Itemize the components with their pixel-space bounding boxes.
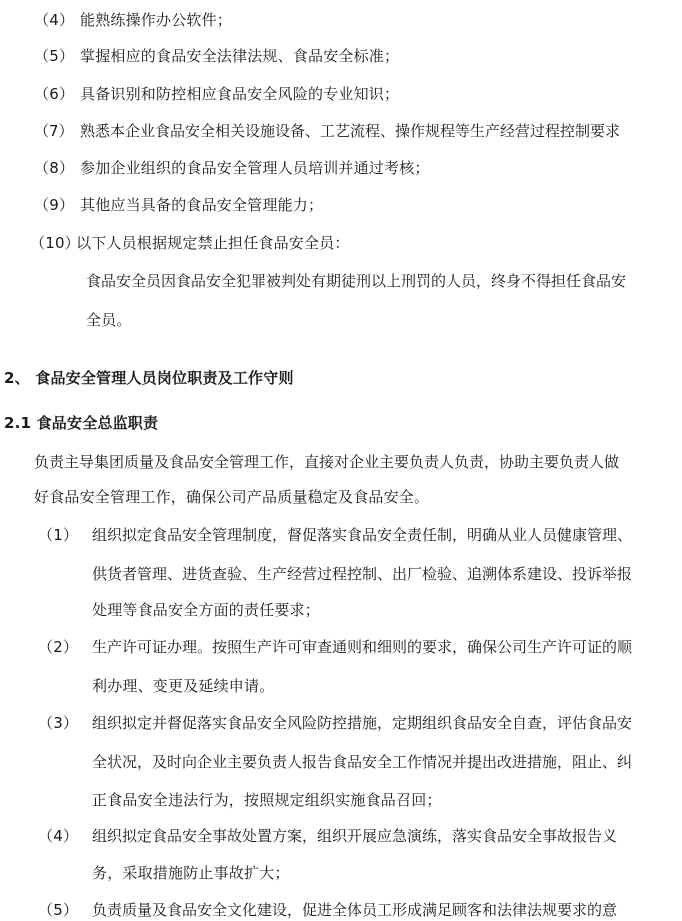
list-item — [34, 121, 620, 141]
list-item — [34, 46, 399, 66]
duty-line: 组织拟定并督促落实食品安全风险防控措施，定期组织食品安全自查，评估食品安 — [92, 714, 633, 732]
list-item-text: 熟悉本企业食品安全相关设施设备、工艺流程、操作规程等生产经营过程控制要求 — [80, 122, 621, 140]
paragraph-line: 好食品安全管理工作，确保公司产品质量稳定及食品安全。 — [34, 488, 430, 506]
duty-line: 全状况，及时向企业主要负责人报告食品安全工作情况并提出改进措施，阻止、纠 — [92, 753, 633, 771]
list-item-number: （8） — [34, 159, 75, 177]
duty-number: （2） — [38, 638, 79, 656]
duty-line: 务，采取措施防止事故扩大； — [92, 864, 290, 882]
paragraph-line: 全员。 — [86, 311, 132, 329]
list-item — [34, 195, 323, 215]
paragraph-line: 负责主导集团质量及食品安全管理工作，直接对企业主要负责人负责，协助主要负责人做 — [34, 453, 620, 471]
duty-line: 生产许可证办理。按照生产许可审查通则和细则的要求，确保公司生产许可证的顺 — [92, 638, 633, 656]
list-item — [30, 233, 350, 253]
list-item — [34, 158, 430, 178]
list-item-number: （4） — [34, 11, 75, 29]
duty-line: 组织拟定食品安全管理制度，督促落实食品安全责任制，明确从业人员健康管理、 — [92, 526, 633, 544]
duty-number: （1） — [38, 526, 79, 544]
duty-number: （3） — [38, 714, 79, 732]
duty-number: （4） — [38, 827, 79, 845]
list-item-text: 以下人员根据规定禁止担任食品安全员： — [76, 234, 350, 252]
duty-line: 负责质量及食品安全文化建设，促进全体员工形成满足顾客和法律法规要求的意 — [92, 901, 618, 919]
list-item-text: 其他应当具备的食品安全管理能力； — [80, 196, 324, 214]
duty-line: 利办理、变更及延续申请。 — [92, 677, 275, 695]
list-item-number: （9） — [34, 196, 75, 214]
section-heading: 2、 食品安全管理人员岗位职责及工作守则 — [4, 369, 294, 387]
list-item-number: （7） — [34, 122, 74, 140]
duty-number: （5） — [38, 901, 79, 919]
list-item — [34, 84, 399, 104]
paragraph-line: 食品安全员因食品安全犯罪被判处有期徒刑以上刑罚的人员，终身不得担任食品安 — [86, 272, 627, 290]
list-item-text: 能熟练操作办公软件； — [80, 11, 233, 29]
list-item-number: （10） — [30, 234, 80, 252]
duty-line: 供货者管理、进货查验、生产经营过程控制、出厂检验、追溯体系建设、投诉举报 — [92, 565, 633, 583]
list-item-text: 具备识别和防控相应食品安全风险的专业知识； — [80, 85, 400, 103]
list-item — [34, 10, 232, 30]
list-item-number: （6） — [34, 85, 75, 103]
list-item-number: （5） — [34, 47, 75, 65]
list-item-text: 参加企业组织的食品安全管理人员培训并通过考核； — [80, 159, 430, 177]
duty-line: 处理等食品安全方面的责任要求； — [92, 601, 321, 619]
subsection-heading: 2.1 食品安全总监职责 — [4, 414, 159, 432]
list-item-text: 掌握相应的食品安全法律法规、食品安全标准； — [80, 47, 400, 65]
duty-line: 组织拟定食品安全事故处置方案，组织开展应急演练，落实食品安全事故报告义 — [92, 827, 618, 845]
duty-line: 正食品安全违法行为，按照规定组织实施食品召回； — [92, 791, 442, 809]
